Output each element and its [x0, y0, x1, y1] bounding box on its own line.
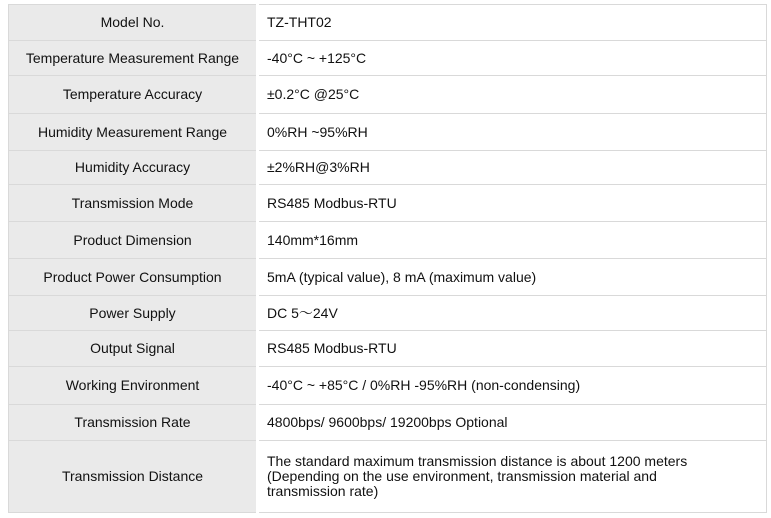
table-row	[9, 259, 767, 296]
spec-value-text: 5mA (typical value), 8 mA (maximum value)	[267, 268, 537, 285]
spec-label-text: Humidity Measurement Range	[37, 123, 228, 140]
spec-value-text: -40°C ~ +125°C	[267, 49, 367, 66]
spec-label	[9, 222, 258, 259]
spec-label-text: Model No.	[100, 14, 165, 30]
spec-value-text: 0%RH ~95%RH	[267, 123, 368, 140]
table-row	[9, 41, 767, 76]
spec-value-text: 140mm*16mm	[267, 231, 359, 248]
spec-label-text: Temperature Accuracy	[62, 86, 203, 102]
spec-label-text: Transmission Rate	[74, 414, 191, 430]
spec-value	[258, 5, 767, 41]
table-row	[9, 331, 767, 367]
spec-label	[9, 367, 258, 405]
spec-label	[9, 331, 258, 367]
spec-label-text: Output Signal	[90, 340, 175, 356]
spec-label	[9, 76, 258, 114]
table-row	[9, 296, 767, 331]
spec-value	[258, 296, 767, 331]
table-row	[9, 5, 767, 41]
spec-label-text: Power Supply	[89, 304, 176, 321]
spec-value-text: TZ-THT02	[267, 14, 332, 30]
table-row	[9, 222, 767, 259]
spec-value-text: RS485 Modbus-RTU	[267, 340, 397, 356]
spec-label	[9, 441, 258, 513]
spec-value-text: 4800bps/ 9600bps/ 19200bps Optional	[267, 414, 508, 430]
spec-value-text: ±2%RH@3%RH	[267, 159, 370, 175]
spec-value	[258, 151, 767, 185]
table-row	[9, 114, 767, 151]
spec-value	[258, 222, 767, 259]
spec-value-text: -40°C ~ +85°C / 0%RH -95%RH (non-condensing)	[267, 377, 581, 393]
spec-label	[9, 259, 258, 296]
table-row	[9, 151, 767, 185]
spec-label	[9, 296, 258, 331]
table-row	[9, 405, 767, 441]
spec-table	[8, 4, 767, 513]
spec-label-text: Product Dimension	[73, 231, 192, 248]
spec-value	[258, 441, 767, 513]
spec-label	[9, 151, 258, 185]
table-row	[9, 367, 767, 405]
spec-label-text: Transmission Mode	[71, 194, 194, 211]
spec-label-text: Transmission Distance	[61, 468, 204, 484]
spec-value-text: The standard maximum transmission distance is about 1200 meters (Depending on the use environment, transmission material and transmission rate)	[267, 453, 688, 499]
table-row	[9, 185, 767, 222]
spec-value	[258, 259, 767, 296]
spec-value	[258, 76, 767, 114]
spec-label	[9, 41, 258, 76]
table-row	[9, 441, 767, 513]
spec-value-text: ±0.2°C @25°C	[267, 86, 360, 102]
spec-label	[9, 5, 258, 41]
spec-label-text: Temperature Measurement Range	[25, 49, 240, 66]
spec-label-text: Working Environment	[65, 377, 200, 393]
spec-label	[9, 405, 258, 441]
spec-value	[258, 114, 767, 151]
spec-value-text: RS485 Modbus-RTU	[267, 194, 397, 211]
spec-value	[258, 405, 767, 441]
spec-label-text: Humidity Accuracy	[74, 159, 191, 175]
table-row	[9, 76, 767, 114]
spec-value	[258, 41, 767, 76]
spec-label	[9, 185, 258, 222]
spec-value-text: DC 5～24V	[267, 304, 338, 321]
spec-value	[258, 367, 767, 405]
spec-value	[258, 331, 767, 367]
spec-label-text: Product Power Consumption	[43, 268, 222, 285]
spec-label	[9, 114, 258, 151]
spec-value	[258, 185, 767, 222]
